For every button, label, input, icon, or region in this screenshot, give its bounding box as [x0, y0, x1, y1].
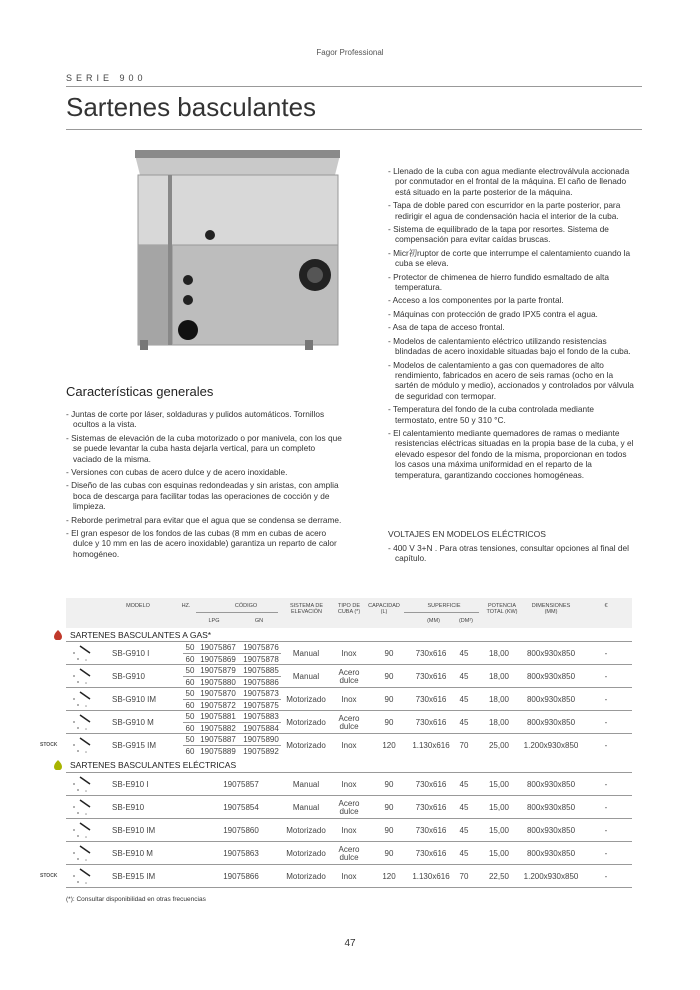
feature-item: - Temperatura del fondo de la cuba controlada mediante termostato, entre 50 y 310 °C.	[388, 404, 634, 425]
feature-item: - Sistemas de elevación de la cuba motorizado o por manivela, con los que se puede levantar la cuba hasta dejarla vertical, para un completo vaciado de la misma.	[66, 433, 346, 464]
cell-dim: 800x930x850	[526, 802, 576, 812]
cell-dim: 800x930x850	[526, 717, 576, 727]
cell-precio: -	[604, 825, 608, 835]
divider	[66, 887, 632, 888]
features-list-right	[388, 166, 634, 483]
cell-precio: -	[604, 848, 608, 858]
cell-hz: 60	[185, 654, 195, 664]
cell-hz: 50	[185, 712, 195, 722]
cell-mm: 1.130x616	[412, 740, 450, 750]
cell-hz: 50	[185, 735, 195, 745]
cell-modelo: SB-G910 I	[112, 648, 150, 658]
cell-modelo: SB-G910 IM	[112, 694, 157, 704]
cell-sistema: Manual	[292, 671, 320, 681]
cell-dim: 1.200x930x850	[523, 871, 579, 881]
cell-mm: 730x616	[415, 648, 447, 658]
cell-hz: 50	[185, 666, 195, 676]
cell-lpg: 19075881	[200, 712, 236, 722]
feature-item: - Juntas de corte por láser, soldaduras y pulidos automáticos. Tornillos ocultos a la vista.	[66, 409, 346, 430]
cell-sistema: Motorizado	[286, 825, 326, 835]
cell-lpg: 19075870	[200, 689, 236, 699]
cell-hz: 60	[185, 677, 195, 687]
feature-item: - Tapa de doble pared con escurridor en la parte posterior, para redirigir el agua de condensación hacia el interior de la cuba.	[388, 200, 634, 221]
table-row	[66, 772, 632, 795]
cell-modelo: SB-G910 M	[112, 717, 154, 727]
table-row	[40, 733, 632, 756]
header-precio: €	[604, 603, 608, 609]
header-sistema: SISTEMA DE ELEVACIÓN	[289, 603, 323, 615]
cell-sistema: Manual	[292, 648, 320, 658]
cell-tipo: Inox	[341, 871, 357, 881]
cell-cap: 90	[384, 779, 394, 789]
cell-gn: 19075892	[243, 746, 279, 756]
cell-pot: 18,00	[488, 671, 510, 681]
divider	[66, 129, 642, 130]
cell-dim: 800x930x850	[526, 648, 576, 658]
cell-tipo: Inox	[341, 740, 357, 750]
header-dm: (DM²)	[458, 618, 474, 624]
header-capacidad: CAPACIDAD (L)	[368, 603, 400, 615]
cell-codigo: 19075854	[223, 802, 259, 812]
cell-precio: -	[604, 740, 608, 750]
cell-mm: 730x616	[415, 848, 447, 858]
cell-dm: 45	[459, 717, 469, 727]
feature-item: - Sistema de equilibrado de la tapa por resortes. Sistema de compensación para evitar caídas bruscas.	[388, 224, 634, 245]
cell-dm: 45	[459, 694, 469, 704]
cell-dm: 45	[459, 802, 469, 812]
cell-hz: 50	[185, 689, 195, 699]
table-header	[66, 598, 632, 628]
cell-modelo: SB-G910	[112, 671, 145, 681]
table-row	[66, 687, 632, 710]
cell-dm: 45	[459, 848, 469, 858]
cell-tipo: Inox	[341, 694, 357, 704]
cell-tipo: Inox	[341, 779, 357, 789]
product-thumbnail-icon	[68, 867, 94, 886]
product-thumbnail-icon	[68, 713, 94, 732]
cell-pot: 15,00	[488, 825, 510, 835]
cell-cap: 90	[384, 694, 394, 704]
cell-precio: -	[604, 871, 608, 881]
feature-item: - El calentamiento mediante quemadores de ramas o mediante resistencias eléctricas situadas en la propia base de la cuba, y el elevado espesor del fondo de la misma, proporcionan en todos los casos una máxima uniformidad en el reparto de la temperatura, garantizando cocciones homogéneas.	[388, 428, 634, 480]
feature-item: - Modelos de calentamiento a gas con quemadores de alto rendimiento, fabricados en acero de seis ramas (ocho en la sartén de módulo y medio), accionados y controlados por válvula de seguridad con termopar.	[388, 360, 634, 402]
feature-item: - Reborde perimetral para evitar que el agua que se condensa se derrame.	[66, 515, 346, 525]
footnote: (*): Consultar disponibilidad en otras frecuencias	[66, 896, 206, 903]
cell-modelo: SB-G915 IM	[112, 740, 157, 750]
header-superficie: SUPERFICIE	[427, 603, 461, 609]
feature-item: - Diseño de las cubas con esquinas redondeadas y sin aristas, con amplia boca de descarga para facilitar todas las operaciones de cocción y de limpieza.	[66, 480, 346, 511]
section-title-electric: SARTENES BASCULANTES ELÉCTRICAS	[70, 760, 237, 770]
cell-gn: 19075883	[243, 712, 279, 722]
cell-gn: 19075886	[243, 677, 279, 687]
divider	[183, 676, 281, 677]
cell-cap: 120	[382, 740, 396, 750]
cell-dim: 800x930x850	[526, 694, 576, 704]
header-tipo: TIPO DE CUBA (*)	[337, 603, 361, 615]
cell-modelo: SB-E915 IM	[112, 871, 156, 881]
product-thumbnail-icon	[68, 821, 94, 840]
feature-item: - Asa de tapa de acceso frontal.	[388, 322, 634, 332]
divider	[183, 699, 281, 700]
cell-sistema: Motorizado	[286, 694, 326, 704]
cell-sistema: Manual	[292, 779, 320, 789]
cell-sistema: Motorizado	[286, 740, 326, 750]
cell-lpg: 19075869	[200, 654, 236, 664]
header-modelo: MODELO	[126, 603, 150, 609]
header-codigo: CÓDIGO	[234, 603, 258, 609]
cell-sistema: Motorizado	[286, 848, 326, 858]
cell-dim: 800x930x850	[526, 825, 576, 835]
table-row	[66, 841, 632, 864]
cell-dm: 45	[459, 648, 469, 658]
product-thumbnail-icon	[68, 736, 94, 755]
cell-lpg: 19075872	[200, 700, 236, 710]
cell-gn: 19075878	[243, 654, 279, 664]
cell-pot: 18,00	[488, 648, 510, 658]
series-label: SERIE 900	[66, 73, 147, 83]
cell-dim: 800x930x850	[526, 848, 576, 858]
cell-modelo: SB-E910	[112, 802, 145, 812]
table-row	[66, 710, 632, 733]
brand-header: Fagor Professional	[316, 48, 384, 57]
product-thumbnail-icon	[68, 798, 94, 817]
features-list-left	[66, 409, 346, 562]
divider	[404, 612, 479, 613]
page-number: 47	[344, 938, 356, 949]
cell-lpg: 19075882	[200, 723, 236, 733]
product-thumbnail-icon	[68, 844, 94, 863]
voltage-title: VOLTAJES EN MODELOS ELÉCTRICOS	[388, 529, 546, 539]
cell-codigo: 19075866	[223, 871, 259, 881]
cell-precio: -	[604, 694, 608, 704]
cell-tipo: Inox	[341, 648, 357, 658]
table-row	[40, 864, 632, 887]
cell-lpg: 19075880	[200, 677, 236, 687]
feature-item: - 400 V 3+N . Para otras tensiones, consultar opciones al final del capítulo.	[388, 543, 634, 564]
header-potencia: POTENCIA TOTAL (KW)	[486, 603, 518, 615]
divider	[196, 612, 278, 613]
header-gn: GN	[254, 618, 264, 624]
cell-pot: 18,00	[488, 717, 510, 727]
cell-tipo: Acero dulce	[338, 713, 360, 731]
cell-codigo: 19075860	[223, 825, 259, 835]
cell-hz: 60	[185, 746, 195, 756]
cell-precio: -	[604, 802, 608, 812]
cell-modelo: SB-E910 IM	[112, 825, 156, 835]
feature-item: - Versiones con cubas de acero dulce y de acero inoxidable.	[66, 467, 346, 477]
cell-cap: 90	[384, 717, 394, 727]
cell-hz: 60	[185, 700, 195, 710]
cell-mm: 730x616	[415, 694, 447, 704]
cell-gn: 19075890	[243, 735, 279, 745]
product-thumbnail-icon	[68, 644, 94, 663]
feature-item: - Llenado de la cuba con agua mediante electroválvula accionada por conmutador en el frontal de la máquina. El caño de llenado está situado en la parte posterior de la máquina.	[388, 166, 634, 197]
gas-flame-icon	[54, 630, 62, 640]
feature-item: - Micr初ruptor de corte que interrumpe el calentamiento cuando la cuba se eleva.	[388, 248, 634, 269]
table-row	[66, 641, 632, 664]
cell-dim: 800x930x850	[526, 671, 576, 681]
cell-modelo: SB-E910 I	[112, 779, 149, 789]
cell-modelo: SB-E910 M	[112, 848, 153, 858]
cell-precio: -	[604, 648, 608, 658]
cell-mm: 730x616	[415, 802, 447, 812]
product-image	[130, 150, 345, 350]
cell-precio: -	[604, 671, 608, 681]
cell-sistema: Motorizado	[286, 871, 326, 881]
cell-cap: 90	[384, 848, 394, 858]
cell-pot: 15,00	[488, 802, 510, 812]
cell-lpg: 19075867	[200, 643, 236, 653]
header-lpg: LPG	[208, 618, 220, 624]
feature-item: - Acceso a los componentes por la parte frontal.	[388, 295, 634, 305]
table-row	[66, 795, 632, 818]
cell-tipo: Acero dulce	[338, 667, 360, 685]
cell-sistema: Manual	[292, 802, 320, 812]
cell-pot: 15,00	[488, 848, 510, 858]
cell-lpg: 19075879	[200, 666, 236, 676]
cell-dm: 70	[459, 871, 469, 881]
cell-dm: 45	[459, 671, 469, 681]
cell-gn: 19075876	[243, 643, 279, 653]
cell-dim: 1.200x930x850	[523, 740, 579, 750]
feature-item: - Protector de chimenea de hierro fundido esmaltado de alta temperatura.	[388, 272, 634, 293]
feature-item: - Máquinas con protección de grado IPX5 contra el agua.	[388, 309, 634, 319]
cell-precio: -	[604, 717, 608, 727]
page-title: Sartenes basculantes	[66, 92, 317, 122]
cell-tipo: Inox	[341, 825, 357, 835]
table-row	[66, 664, 632, 687]
features-title: Características generales	[66, 384, 214, 399]
voltage-list	[388, 543, 634, 567]
feature-item: - El gran espesor de los fondos de las cubas (8 mm en cubas de acero dulce y 10 mm en las de acero inoxidable) garantiza un reparto de calor homogéneo.	[66, 528, 346, 559]
cell-cap: 90	[384, 671, 394, 681]
cell-precio: -	[604, 779, 608, 789]
table-row	[66, 818, 632, 841]
cell-hz: 50	[185, 643, 195, 653]
cell-pot: 15,00	[488, 779, 510, 789]
divider	[183, 722, 281, 723]
cell-gn: 19075873	[243, 689, 279, 699]
electric-plug-icon	[54, 760, 62, 770]
cell-pot: 18,00	[488, 694, 510, 704]
divider	[66, 86, 642, 87]
cell-gn: 19075884	[243, 723, 279, 733]
cell-lpg: 19075887	[200, 735, 236, 745]
feature-item: - Modelos de calentamiento eléctrico utilizando resistencias blindadas de acero inoxidable situadas bajo el fondo de la cuba.	[388, 336, 634, 357]
cell-gn: 19075875	[243, 700, 279, 710]
cell-dm: 70	[459, 740, 469, 750]
product-thumbnail-icon	[68, 690, 94, 709]
cell-mm: 730x616	[415, 717, 447, 727]
section-title-gas: SARTENES BASCULANTES A GAS*	[70, 630, 212, 640]
cell-codigo: 19075857	[223, 779, 259, 789]
product-thumbnail-icon	[68, 775, 94, 794]
cell-mm: 730x616	[415, 779, 447, 789]
divider	[183, 745, 281, 746]
cell-sistema: Motorizado	[286, 717, 326, 727]
cell-dim: 800x930x850	[526, 779, 576, 789]
cell-tipo: Acero dulce	[338, 844, 360, 862]
cell-lpg: 19075889	[200, 746, 236, 756]
header-hz: HZ.	[181, 603, 191, 609]
cell-mm: 1.130x616	[412, 871, 450, 881]
stock-badge: STOCK	[40, 742, 58, 748]
cell-mm: 730x616	[415, 825, 447, 835]
cell-tipo: Acero dulce	[338, 798, 360, 816]
header-dimensiones: DIMENSIONES (MM)	[531, 603, 571, 615]
cell-cap: 90	[384, 648, 394, 658]
divider	[183, 653, 281, 654]
cell-pot: 22,50	[488, 871, 510, 881]
cell-codigo: 19075863	[223, 848, 259, 858]
cell-dm: 45	[459, 825, 469, 835]
cell-hz: 60	[185, 723, 195, 733]
cell-cap: 90	[384, 825, 394, 835]
cell-dm: 45	[459, 779, 469, 789]
product-thumbnail-icon	[68, 667, 94, 686]
cell-cap: 90	[384, 802, 394, 812]
cell-gn: 19075885	[243, 666, 279, 676]
cell-pot: 25,00	[488, 740, 510, 750]
cell-cap: 120	[382, 871, 396, 881]
header-mm: (MM)	[427, 618, 440, 624]
stock-badge: STOCK	[40, 873, 58, 879]
cell-mm: 730x616	[415, 671, 447, 681]
